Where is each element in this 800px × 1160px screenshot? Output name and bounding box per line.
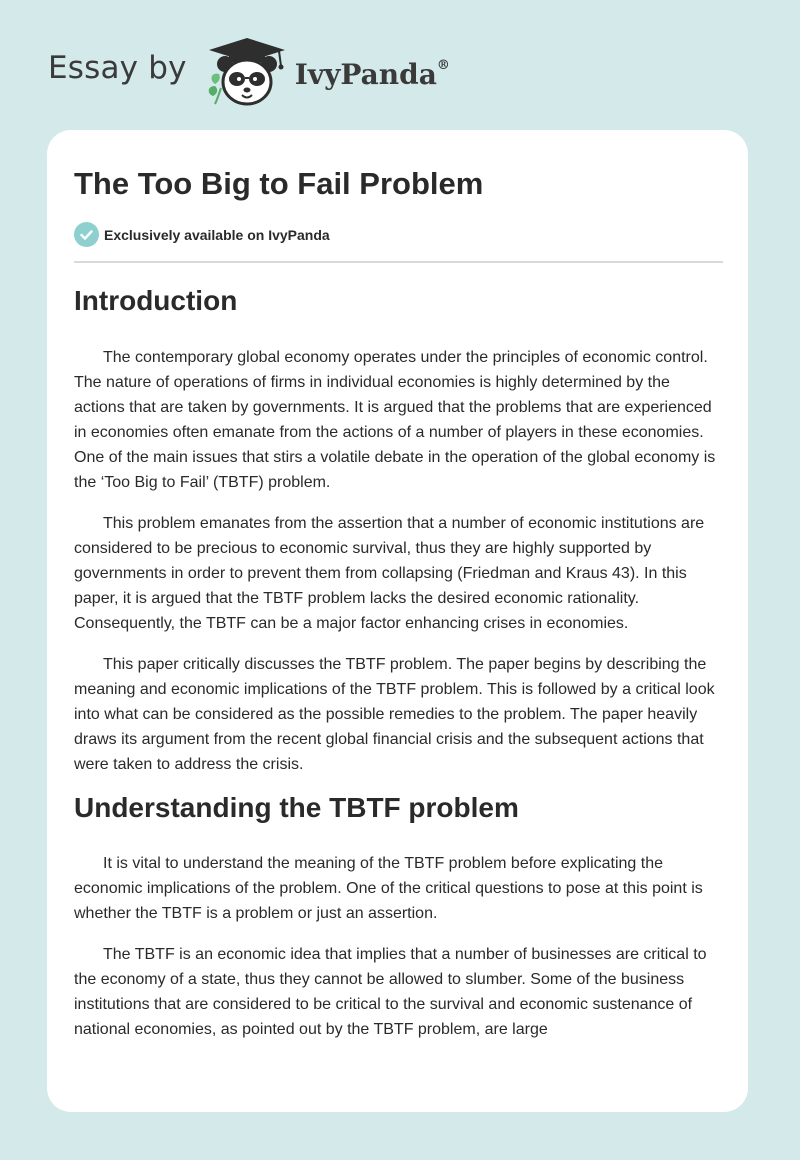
registered-mark: ® [436,58,450,74]
paragraph: The TBTF is an economic idea that implies that a number of businesses are critical to the economy of a state, thus they cannot be allowed to slumber. Some of the business institutions that are considered to be critical to the survival and economic sustenance of national economies, as pointed out by the TBTF problem, are large [74,946,707,1038]
essay-card [47,130,748,1112]
section-heading-understanding: Understanding the TBTF problem [74,792,519,823]
exclusive-badge [74,222,330,247]
paragraph: This paper critically discusses the TBTF problem. The paper begins by describing the meaning and economic implications of the TBTF problem. This is followed by a critical look into what can be considered as the possible remedies to the problem. The paper heavily draws its argument from the recent global financial crisis and the subsequent actions that were taken to address the crisis. [74,656,715,773]
ivypanda-panda-logo-icon[interactable] [201,34,293,110]
essay-by-label: Essay by [48,50,187,86]
essay-body [74,282,723,1042]
checkmark-icon [74,222,99,247]
section-heading-introduction: Introduction [74,285,238,316]
paragraph: The contemporary global economy operates under the principles of economic control. The nature of operations of firms in individual economies is highly determined by the actions that are taken by governments. It is argued that the problems that are experienced in economies often emanate from the actions of a number of players in these economies. One of the main issues that stirs a volatile debate in the operation of the global economy is the ‘Too Big to Fail’ (TBTF) problem. [74,349,716,491]
paragraph: This problem emanates from the assertion that a number of economic institutions are considered to be precious to economic survival, thus they are highly supported by governments in order to prevent them from collapsing (Friedman and Kraus 43). In this paper, it is argued that the TBTF problem lacks the desired economic rationality. Consequently, the TBTF can be a major factor enhancing crises in economies. [74,515,705,632]
divider [74,261,723,263]
paragraph: It is vital to understand the meaning of the TBTF problem before explicating the economic implications of the problem. One of the critical questions to pose at this point is whether the TBTF is a problem or just an assertion. [74,855,703,922]
badge-label: Exclusively available on IvyPanda [104,226,330,243]
page-title: The Too Big to Fail Problem [74,166,484,201]
site-header [48,34,450,110]
ivy-leaf-icon [208,74,220,104]
brand-name[interactable]: IvyPanda® [294,57,450,91]
